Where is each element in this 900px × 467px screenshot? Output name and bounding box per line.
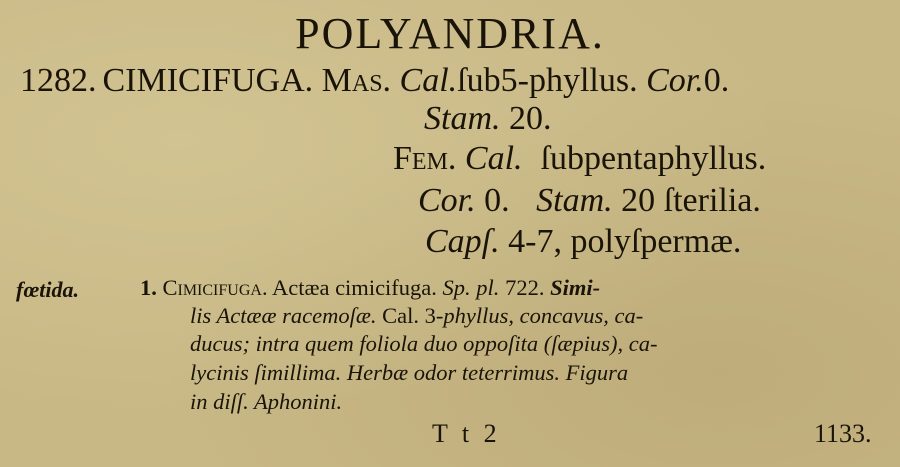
mas-cor-label: Cor. [646, 62, 704, 99]
species-line-5: in diſſ. Aphonini. [190, 389, 343, 414]
species-margin-name: fœtida. [16, 277, 79, 302]
caps-text: 4-7, polyſpermæ. [508, 223, 742, 260]
page-number: 1133. [814, 419, 872, 448]
species-line-2-b: Cal. 3- [382, 303, 444, 328]
stam-line [424, 100, 552, 138]
genus-name: CIMICIFUGA. [102, 62, 314, 99]
fem-cor-value: 0. [484, 182, 510, 219]
fem-stam-label: Stam. [536, 182, 613, 219]
fem-cor-label: Cor. [418, 182, 476, 219]
species-synonym: Actæa cimicifuga. [271, 275, 437, 300]
species-line-1 [140, 275, 600, 301]
fem-line [393, 140, 766, 178]
fem-cor-line [418, 182, 761, 220]
species-number: 1. [140, 275, 157, 300]
species-line-4: lycinis ſimillima. Herbæ odor teterrimus. Figura [190, 360, 629, 385]
caps-line [425, 223, 741, 261]
stam-label: Stam. [424, 100, 501, 137]
fem-cal-label: Cal. [464, 140, 523, 177]
mas-cal-text: ſub5-phyllus. [457, 62, 638, 99]
species-line-1-tail: Simi- [550, 275, 601, 300]
species-line-3: ducus; intra quem foliola duo oppoſita (ſæpius), ca- [190, 331, 658, 356]
fem-stam-text: 20 ſterilia. [621, 182, 761, 219]
mas-cor-value: 0. [703, 62, 730, 99]
fem-cal-text: ſubpentaphyllus. [540, 140, 767, 177]
species-line-2-a: lis Actææ racemoſæ. [190, 303, 377, 328]
signature-mark: T t 2 [432, 419, 501, 448]
genus-number: 1282. [20, 62, 97, 99]
caps-label: Capſ. [425, 223, 500, 260]
stam-value: 20. [509, 100, 552, 137]
mas-label: Mas. [321, 62, 392, 99]
page-heading: POLYANDRIA. [295, 9, 605, 58]
fem-label: Fem. [393, 140, 457, 177]
species-ref-number: 722. [505, 275, 545, 300]
mas-cal-label: Cal. [399, 62, 458, 99]
species-ref: Sp. pl. [442, 275, 500, 300]
species-line-2-c: phyllus, concavus, ca- [443, 303, 644, 328]
genus-entry-line [20, 62, 729, 100]
species-line-2 [190, 303, 643, 329]
species-genus: Cimicifuga. [162, 275, 268, 300]
